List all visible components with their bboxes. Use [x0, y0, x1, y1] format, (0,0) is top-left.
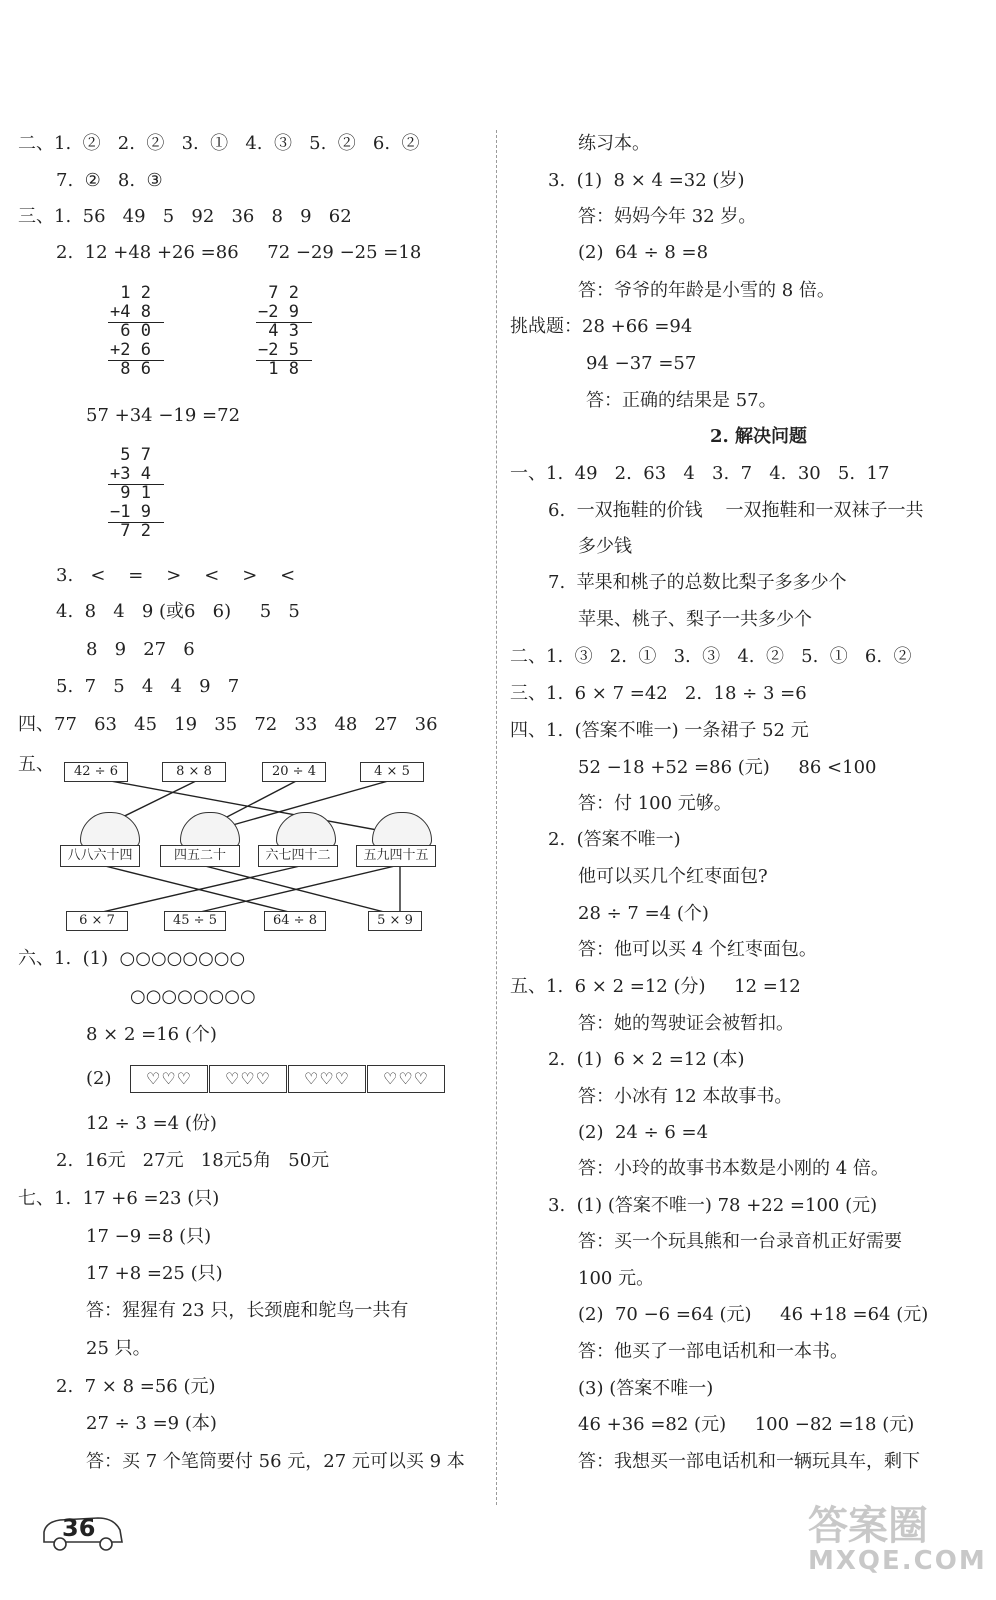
heart-group: ♡♡♡	[130, 1065, 208, 1093]
answer-line: 25 只。	[86, 1338, 151, 1359]
answer-line: 46 +36 =82 (元) 100 −82 =18 (元)	[578, 1414, 915, 1435]
answer-line: 答：小玲的故事书本数是小刚的 4 倍。	[578, 1158, 889, 1179]
answer-line: 挑战题：28 +66 =94	[510, 316, 693, 337]
answer-line: 答：正确的结果是 57。	[586, 390, 777, 411]
answer-line: 7. ② 8. ③	[56, 170, 163, 191]
answer-line: 8 × 2 =16 (个)	[86, 1024, 217, 1045]
answer-line: 17 +8 =25 (只)	[86, 1263, 223, 1284]
watermark-url: MXQE.COM	[808, 1546, 987, 1576]
answer-line: 答：他买了一部电话机和一本书。	[578, 1341, 848, 1362]
answer-line: 答：小冰有 12 本故事书。	[578, 1086, 793, 1107]
answer-line: (2) 70 −6 =64 (元) 46 +18 =64 (元)	[578, 1304, 929, 1325]
answer-line: 他可以买几个红枣面包?	[578, 866, 768, 887]
answer-line: 3. (1) (答案不唯一) 78 +22 =100 (元)	[548, 1195, 878, 1216]
page-number: 36	[62, 1514, 96, 1542]
answer-line: 2. 12 +48 +26 =86 72 −29 −25 =18	[56, 242, 422, 263]
answer-line: (2) 64 ÷ 8 =8	[578, 242, 709, 263]
answer-line: 7. 苹果和桃子的总数比梨子多多少个	[548, 572, 847, 593]
answer-line: 100 元。	[578, 1268, 655, 1289]
watermark-logo: 答案圈	[808, 1503, 928, 1549]
multiplication-rhyme-card: 四五二十	[160, 845, 240, 867]
multiplication-rhyme-card: 五九四十五	[356, 845, 436, 867]
answer-line: 28 ÷ 7 =4 (个)	[578, 903, 709, 924]
answer-line: 二、1. ③ 2. ① 3. ③ 4. ② 5. ① 6. ②	[510, 646, 912, 667]
answer-line: 练习本。	[578, 133, 650, 154]
matching-lines	[0, 0, 496, 960]
answer-line: 94 −37 =57	[586, 353, 697, 374]
section-heading: 2. 解决问题	[710, 426, 808, 447]
vertical-calc-3: 5 7 +3 4 9 1 −1 9 7 2	[110, 445, 151, 541]
answer-line: 2. 7 × 8 =56 (元)	[56, 1376, 216, 1397]
expression-card: 64 ÷ 8	[264, 911, 326, 931]
answer-line: 答：妈妈今年 32 岁。	[578, 206, 757, 227]
heart-group: ♡♡♡	[367, 1065, 445, 1093]
answer-line: 六、1. (1) ○○○○○○○○	[18, 948, 246, 969]
answer-line: 答：爷爷的年龄是小雪的 8 倍。	[578, 280, 835, 301]
section-label: 五、	[18, 754, 54, 775]
answer-line: 四、77 63 45 19 35 72 33 48 27 36	[18, 714, 438, 735]
answer-line: ○○○○○○○○	[130, 986, 256, 1007]
vertical-calc-1: 1 2 +4 8 6 0 +2 6 8 6	[110, 283, 151, 379]
answer-line: 三、1. 56 49 5 92 36 8 9 62	[18, 206, 352, 227]
answer-line: 3. < = > < > <	[56, 565, 296, 586]
heart-group: ♡♡♡	[209, 1065, 287, 1093]
answer-line: 5. 7 5 4 4 9 7	[56, 676, 240, 697]
answer-line: 苹果、桃子、梨子一共多少个	[578, 609, 812, 630]
expression-card: 20 ÷ 4	[262, 762, 326, 782]
expression-card: 42 ÷ 6	[64, 762, 128, 782]
multiplication-rhyme-card: 八八六十四	[60, 845, 140, 867]
answer-line: 17 −9 =8 (只)	[86, 1226, 212, 1247]
answer-line: 三、1. 6 × 7 =42 2. 18 ÷ 3 =6	[510, 683, 807, 704]
answer-line: 4. 8 4 9 (或6 6) 5 5	[56, 601, 300, 622]
answer-line: 答：他可以买 4 个红枣面包。	[578, 939, 817, 960]
answer-line: 52 −18 +52 =86 (元) 86 <100	[578, 757, 877, 778]
answer-line: 27 ÷ 3 =9 (本)	[86, 1413, 217, 1434]
answer-line: 12 ÷ 3 =4 (份)	[86, 1113, 217, 1134]
answer-line: 四、1. (答案不唯一) 一条裙子 52 元	[510, 720, 809, 741]
answer-line: 答：她的驾驶证会被暂扣。	[578, 1013, 794, 1034]
page-number-badge	[38, 1512, 128, 1552]
answer-line: 答：买一个玩具熊和一台录音机正好需要	[578, 1231, 902, 1252]
answer-line: 答：我想买一部电话机和一辆玩具车，剩下	[578, 1451, 920, 1472]
answer-line: 57 +34 −19 =72	[86, 405, 241, 426]
answer-line: 一、1. 49 2. 63 4 3. 7 4. 30 5. 17	[510, 463, 890, 484]
answer-line: 五、1. 6 × 2 =12 (分) 12 =12	[510, 976, 801, 997]
expression-card: 8 × 8	[162, 762, 226, 782]
answer-line: 七、1. 17 +6 =23 (只)	[18, 1188, 220, 1209]
answer-line: (2)	[86, 1068, 112, 1089]
multiplication-rhyme-card: 六七四十二	[258, 845, 338, 867]
answer-line: 2. 16元 27元 18元5角 50元	[56, 1150, 330, 1171]
answer-line: 6. 一双拖鞋的价钱 一双拖鞋和一双袜子一共	[548, 500, 924, 521]
answer-line: (2) 24 ÷ 6 =4	[578, 1122, 709, 1143]
answer-line: 多少钱	[578, 536, 632, 557]
expression-card: 4 × 5	[360, 762, 424, 782]
answer-line: 2. (答案不唯一)	[548, 829, 681, 850]
expression-card: 45 ÷ 5	[164, 911, 226, 931]
answer-line: 2. (1) 6 × 2 =12 (本)	[548, 1049, 745, 1070]
answer-line: 8 9 27 6	[86, 639, 195, 660]
heart-group: ♡♡♡	[288, 1065, 366, 1093]
answer-line: 3. (1) 8 × 4 =32 (岁)	[548, 170, 745, 191]
answer-line: (3) (答案不唯一)	[578, 1378, 714, 1399]
answer-line: 答：付 100 元够。	[578, 793, 732, 814]
column-divider	[496, 130, 497, 1505]
answer-line: 二、1. ② 2. ② 3. ① 4. ③ 5. ② 6. ②	[18, 133, 420, 154]
expression-card: 5 × 9	[368, 911, 422, 931]
expression-card: 6 × 7	[66, 911, 128, 931]
answer-line: 答：猩猩有 23 只，长颈鹿和鸵鸟一共有	[86, 1300, 409, 1321]
vertical-calc-2: 7 2 −2 9 4 3 −2 5 1 8	[258, 283, 299, 379]
answer-line: 答：买 7 个笔筒要付 56 元，27 元可以买 9 本	[86, 1451, 465, 1472]
